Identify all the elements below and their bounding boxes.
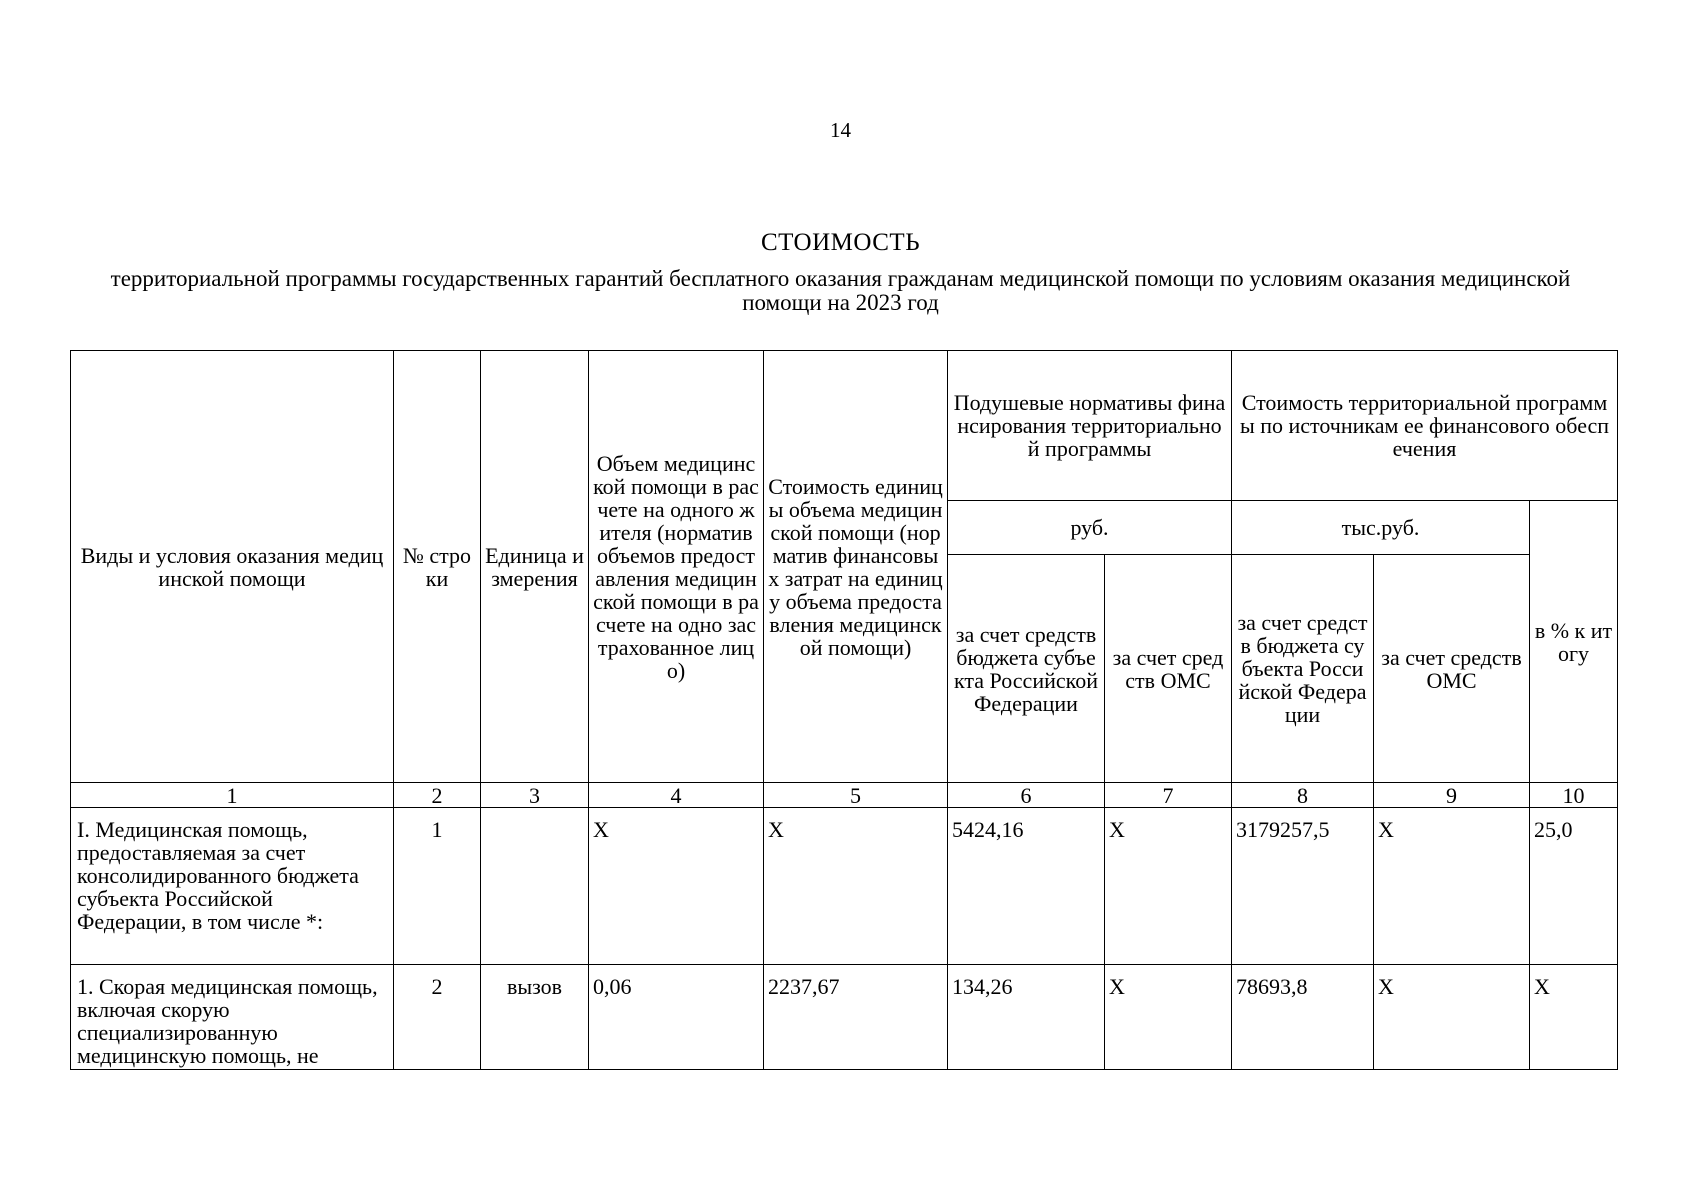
header-percent: в % к итогу <box>1530 501 1618 783</box>
header-budget-rub: за счет средств бюджета субъекта Российской Федерации <box>948 555 1105 783</box>
row-volume: 0,06 <box>589 965 764 1070</box>
column-number: 3 <box>481 783 589 808</box>
column-number: 4 <box>589 783 764 808</box>
row-budget-thousand: 78693,8 <box>1232 965 1374 1070</box>
column-number: 2 <box>394 783 481 808</box>
column-number: 6 <box>948 783 1105 808</box>
row-budget-rub: 5424,16 <box>948 808 1105 965</box>
cost-table <box>70 350 1618 1070</box>
row-line-number: 2 <box>394 965 481 1070</box>
header-types: Виды и условия оказания медицинской помощи <box>71 351 394 783</box>
header-program-cost: Стоимость территориальной программы по источникам ее финансового обеспечения <box>1232 351 1618 501</box>
row-unit-cost: 2237,67 <box>764 965 948 1070</box>
row-budget-rub: 134,26 <box>948 965 1105 1070</box>
column-number: 8 <box>1232 783 1374 808</box>
table-row <box>71 808 1618 965</box>
row-percent: 25,0 <box>1530 808 1618 965</box>
row-name: I. Медицинская помощь, предоставляемая за счет консолидированного бюджета субъекта Российской Федерации, в том числе *: <box>71 808 394 965</box>
row-unit <box>481 808 589 965</box>
column-number: 5 <box>764 783 948 808</box>
header-unit-cost: Стоимость единицы объема медицинской помощи (норматив финансовых затрат на единицу объема предоставления медицинской помощи) <box>764 351 948 783</box>
document-subtitle: территориальной программы государственных гарантий бесплатного оказания гражданам медицинской помощи по условиям оказания медицинской помощи на 2023 год <box>110 266 1571 315</box>
row-percent: Х <box>1530 965 1618 1070</box>
row-oms-rub: Х <box>1105 808 1232 965</box>
column-number: 10 <box>1530 783 1618 808</box>
table-row <box>71 965 1618 1070</box>
header-line-no: № строки <box>394 351 481 783</box>
column-number: 9 <box>1374 783 1530 808</box>
row-oms-thousand: Х <box>1374 965 1530 1070</box>
header-oms-thousand: за счет средств ОМС <box>1374 555 1530 783</box>
header-unit: Единица измерения <box>481 351 589 783</box>
header-per-capita: Подушевые нормативы финансирования территориальной программы <box>948 351 1232 501</box>
row-oms-thousand: Х <box>1374 808 1530 965</box>
header-rub: руб. <box>948 501 1232 555</box>
column-numbers-row <box>71 783 1618 808</box>
header-volume: Объем медицинской помощи в расчете на одного жителя (норматив объемов предоставления медицинской помощи в расчете на одно застрахованное лицо) <box>589 351 764 783</box>
page-number: 14 <box>830 118 851 142</box>
row-volume: Х <box>589 808 764 965</box>
document-title: СТОИМОСТЬ <box>760 229 921 256</box>
row-line-number: 1 <box>394 808 481 965</box>
header-budget-thousand: за счет средств бюджета субъекта Российской Федерации <box>1232 555 1374 783</box>
header-thousand-rub: тыс.руб. <box>1232 501 1530 555</box>
row-unit-cost: Х <box>764 808 948 965</box>
column-number: 7 <box>1105 783 1232 808</box>
row-name: 1. Скорая медицинская помощь, включая скорую специализированную медицинскую помощь, не <box>71 965 394 1070</box>
row-budget-thousand: 3179257,5 <box>1232 808 1374 965</box>
column-number: 1 <box>71 783 394 808</box>
row-unit: вызов <box>481 965 589 1070</box>
header-oms-rub: за счет средств ОМС <box>1105 555 1232 783</box>
row-oms-rub: Х <box>1105 965 1232 1070</box>
